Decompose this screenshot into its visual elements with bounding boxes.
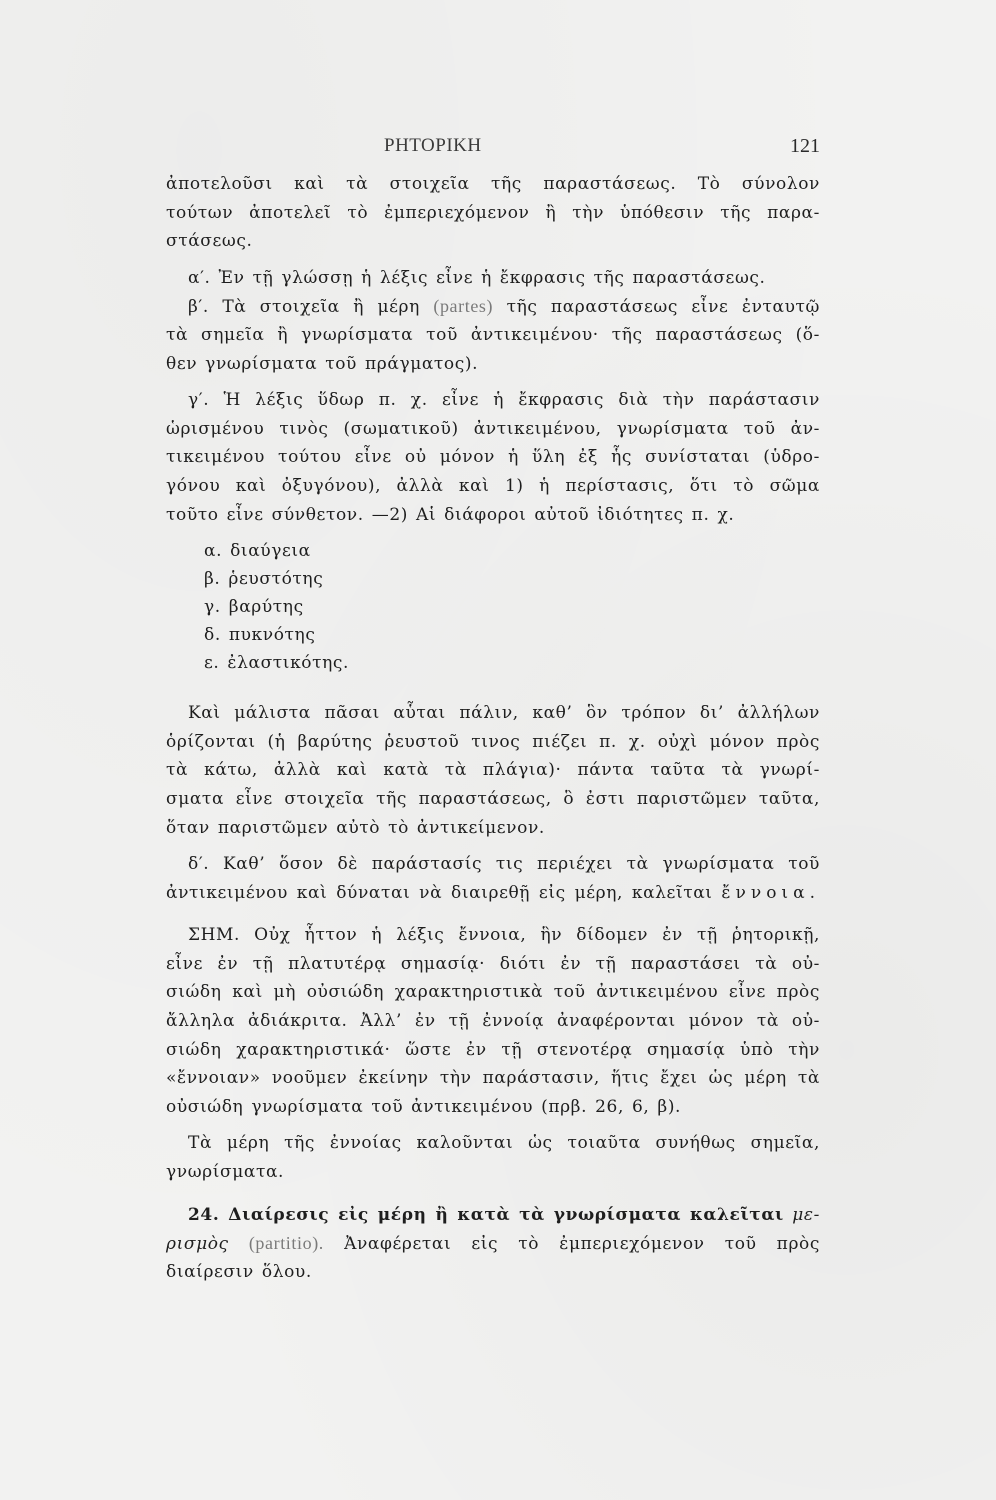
list-item: δ. πυκνότης	[204, 625, 316, 646]
list-item: ε. ἐλαστικότης.	[204, 653, 350, 674]
text-line	[166, 1229, 820, 1258]
properties-list	[166, 537, 820, 677]
text-line: διαίρεσιν ὅλου.	[166, 1261, 312, 1282]
running-title: ΡΗΤΟΡΙΚΗ	[384, 135, 482, 156]
term-ennoia: ἔννοια.	[721, 882, 820, 903]
paragraph-alpha	[166, 264, 820, 293]
paragraph-beta	[166, 292, 820, 378]
text-line: γ′. Ἡ λέξις ὕδωρ π. χ. εἶνε ἡ ἔκφρασις διὰ τὴν παράστασιν	[188, 390, 820, 411]
term-merismos-start: με-	[792, 1204, 820, 1225]
text-line: ΣΗΜ. Οὐχ ἧττον ἡ λέξις ἔννοια, ἣν δίδομεν ἐν τῇ ῥητορικῇ,	[188, 925, 820, 946]
list-item: γ. βαρύτης	[204, 597, 304, 618]
text-line: δ′. Καθ’ ὅσον δὲ παράστασίς τις περιέχει τὰ γνωρίσματα τοῦ	[188, 854, 820, 875]
text-line: οὐσιώδη γνωρίσματα τοῦ ἀντικειμένου (πρβ. 26, 6, β).	[166, 1096, 682, 1117]
text-line: «ἔννοιαν» νοοῦμεν ἐκείνην τὴν παράστασιν, ἥτις ἔχει ὡς μέρη τὰ	[166, 1068, 820, 1089]
text-line	[166, 292, 820, 321]
text-line: γνωρίσματα.	[166, 1162, 285, 1183]
text-line: α′. Ἐν τῇ γλώσσῃ ἡ λέξις εἶνε ἡ ἔκφρασις τῆς παραστάσεως.	[188, 267, 766, 288]
paragraph-intro	[166, 170, 820, 256]
text-line: ἀποτελοῦσι καὶ τὰ στοιχεῖα τῆς παραστάσεως. Τὸ σύνολον	[166, 174, 820, 194]
text-line: ἄλληλα ἀδιάκριτα. Ἀλλ’ ἐν τῇ ἐννοίᾳ ἀναφέρονται μόνον τὰ οὐ-	[166, 1011, 820, 1032]
text-line	[166, 879, 820, 908]
text-line: σματα εἶνε στοιχεῖα τῆς παραστάσεως, ὃ ἐστι παριστῶμεν ταῦτα,	[166, 788, 820, 809]
text-line	[166, 1201, 820, 1230]
beta-lead: β′. Τὰ στοιχεῖα ἢ μέρη	[188, 297, 420, 318]
section-24	[166, 1201, 820, 1287]
text-line: θεν γνωρίσματα τοῦ πράγματος).	[166, 353, 479, 374]
text-line: Τὰ μέρη τῆς ἐννοίας καλοῦνται ὡς τοιαῦτα συνήθως σημεῖα,	[188, 1133, 820, 1154]
section-24-text: Ἀναφέρεται εἰς τὸ ἐμπεριεχόμενον τοῦ πρὸς	[344, 1234, 820, 1255]
paragraph-delta	[166, 850, 820, 907]
term-merismos-end: ρισμὸς	[166, 1234, 229, 1255]
paragraph-note	[166, 921, 820, 1121]
text-line: τικειμένου τούτου εἶνε οὐ μόνον ἡ ὕλη ἐξ ἧς συνίσταται (ὑδρο-	[166, 447, 820, 468]
text-line: Καὶ μάλιστα πᾶσαι αὗται πάλιν, καθ’ ὃν τρόπον δι’ ἀλλήλων	[188, 703, 820, 724]
paragraph-parts	[166, 1129, 820, 1186]
latin-term: (partes)	[433, 296, 494, 317]
text-line: ὅταν παριστῶμεν αὐτὸ τὸ ἀντικείμενον.	[166, 817, 545, 838]
list-item: β. ῥευστότης	[204, 569, 324, 590]
list-item: α. διαύγεια	[204, 541, 311, 562]
delta-text: ἀντικειμένου καὶ δύναται νὰ διαιρεθῇ εἰς μέρη, καλεῖται	[166, 882, 713, 903]
text-line: τὰ κάτω, ἀλλὰ καὶ κατὰ τὰ πλάγια)· πάντα ταῦτα τὰ γνωρί-	[166, 760, 820, 781]
latin-term: (partitio).	[248, 1233, 324, 1254]
text-line: γόνου καὶ ὀξυγόνου), ἀλλὰ καὶ 1) ἡ περίστασις, ὅτι τὸ σῶμα	[166, 475, 820, 496]
text-line: ὡρισμένου τινὸς (σωματικοῦ) ἀντικειμένου, γνωρίσματα τοῦ ἀν-	[166, 418, 820, 439]
text-line: σιώδη χαρακτηριστικά· ὥστε ἐν τῇ στενοτέρᾳ σημασίᾳ ὑπὸ τὴν	[166, 1039, 820, 1060]
paragraph-kai-malista	[166, 699, 820, 842]
text-line: τὰ σημεῖα ἢ γνωρίσματα τοῦ ἀντικειμένου· τῆς παραστάσεως (ὅ-	[166, 324, 820, 345]
text-line: σιώδη καὶ μὴ οὐσιώδη χαρακτηριστικὰ τοῦ ἀντικειμένου εἶνε πρὸς	[166, 982, 820, 1003]
text-line: τοῦτο εἶνε σύνθετον. —2) Αἱ διάφοροι αὐτοῦ ἰδιότητες π. χ.	[166, 504, 735, 525]
page-number: 121	[790, 135, 820, 157]
section-24-lead: 24. Διαίρεσις εἰς μέρη ἢ κατὰ τὰ γνωρίσματα καλεῖται	[188, 1204, 784, 1225]
beta-tail: τῆς παραστάσεως εἶνε ἐνταυτῷ	[506, 297, 820, 318]
text-line: τούτων ἀποτελεῖ τὸ ἐμπεριεχόμενον ἢ τὴν ὑπόθεσιν τῆς παρα-	[166, 202, 820, 223]
text-line: εἶνε ἐν τῇ πλατυτέρᾳ σημασίᾳ· διότι ἐν τῇ παραστάσει τὰ οὐ-	[166, 953, 820, 974]
text-line: ὁρίζονται (ἡ βαρύτης ῥευστοῦ τινος πιέζει π. χ. οὐχὶ μόνον πρὸς	[166, 731, 820, 752]
text-line: στάσεως.	[166, 231, 253, 252]
page-header	[166, 135, 820, 157]
paragraph-gamma	[166, 386, 820, 529]
page-body	[166, 170, 820, 1286]
